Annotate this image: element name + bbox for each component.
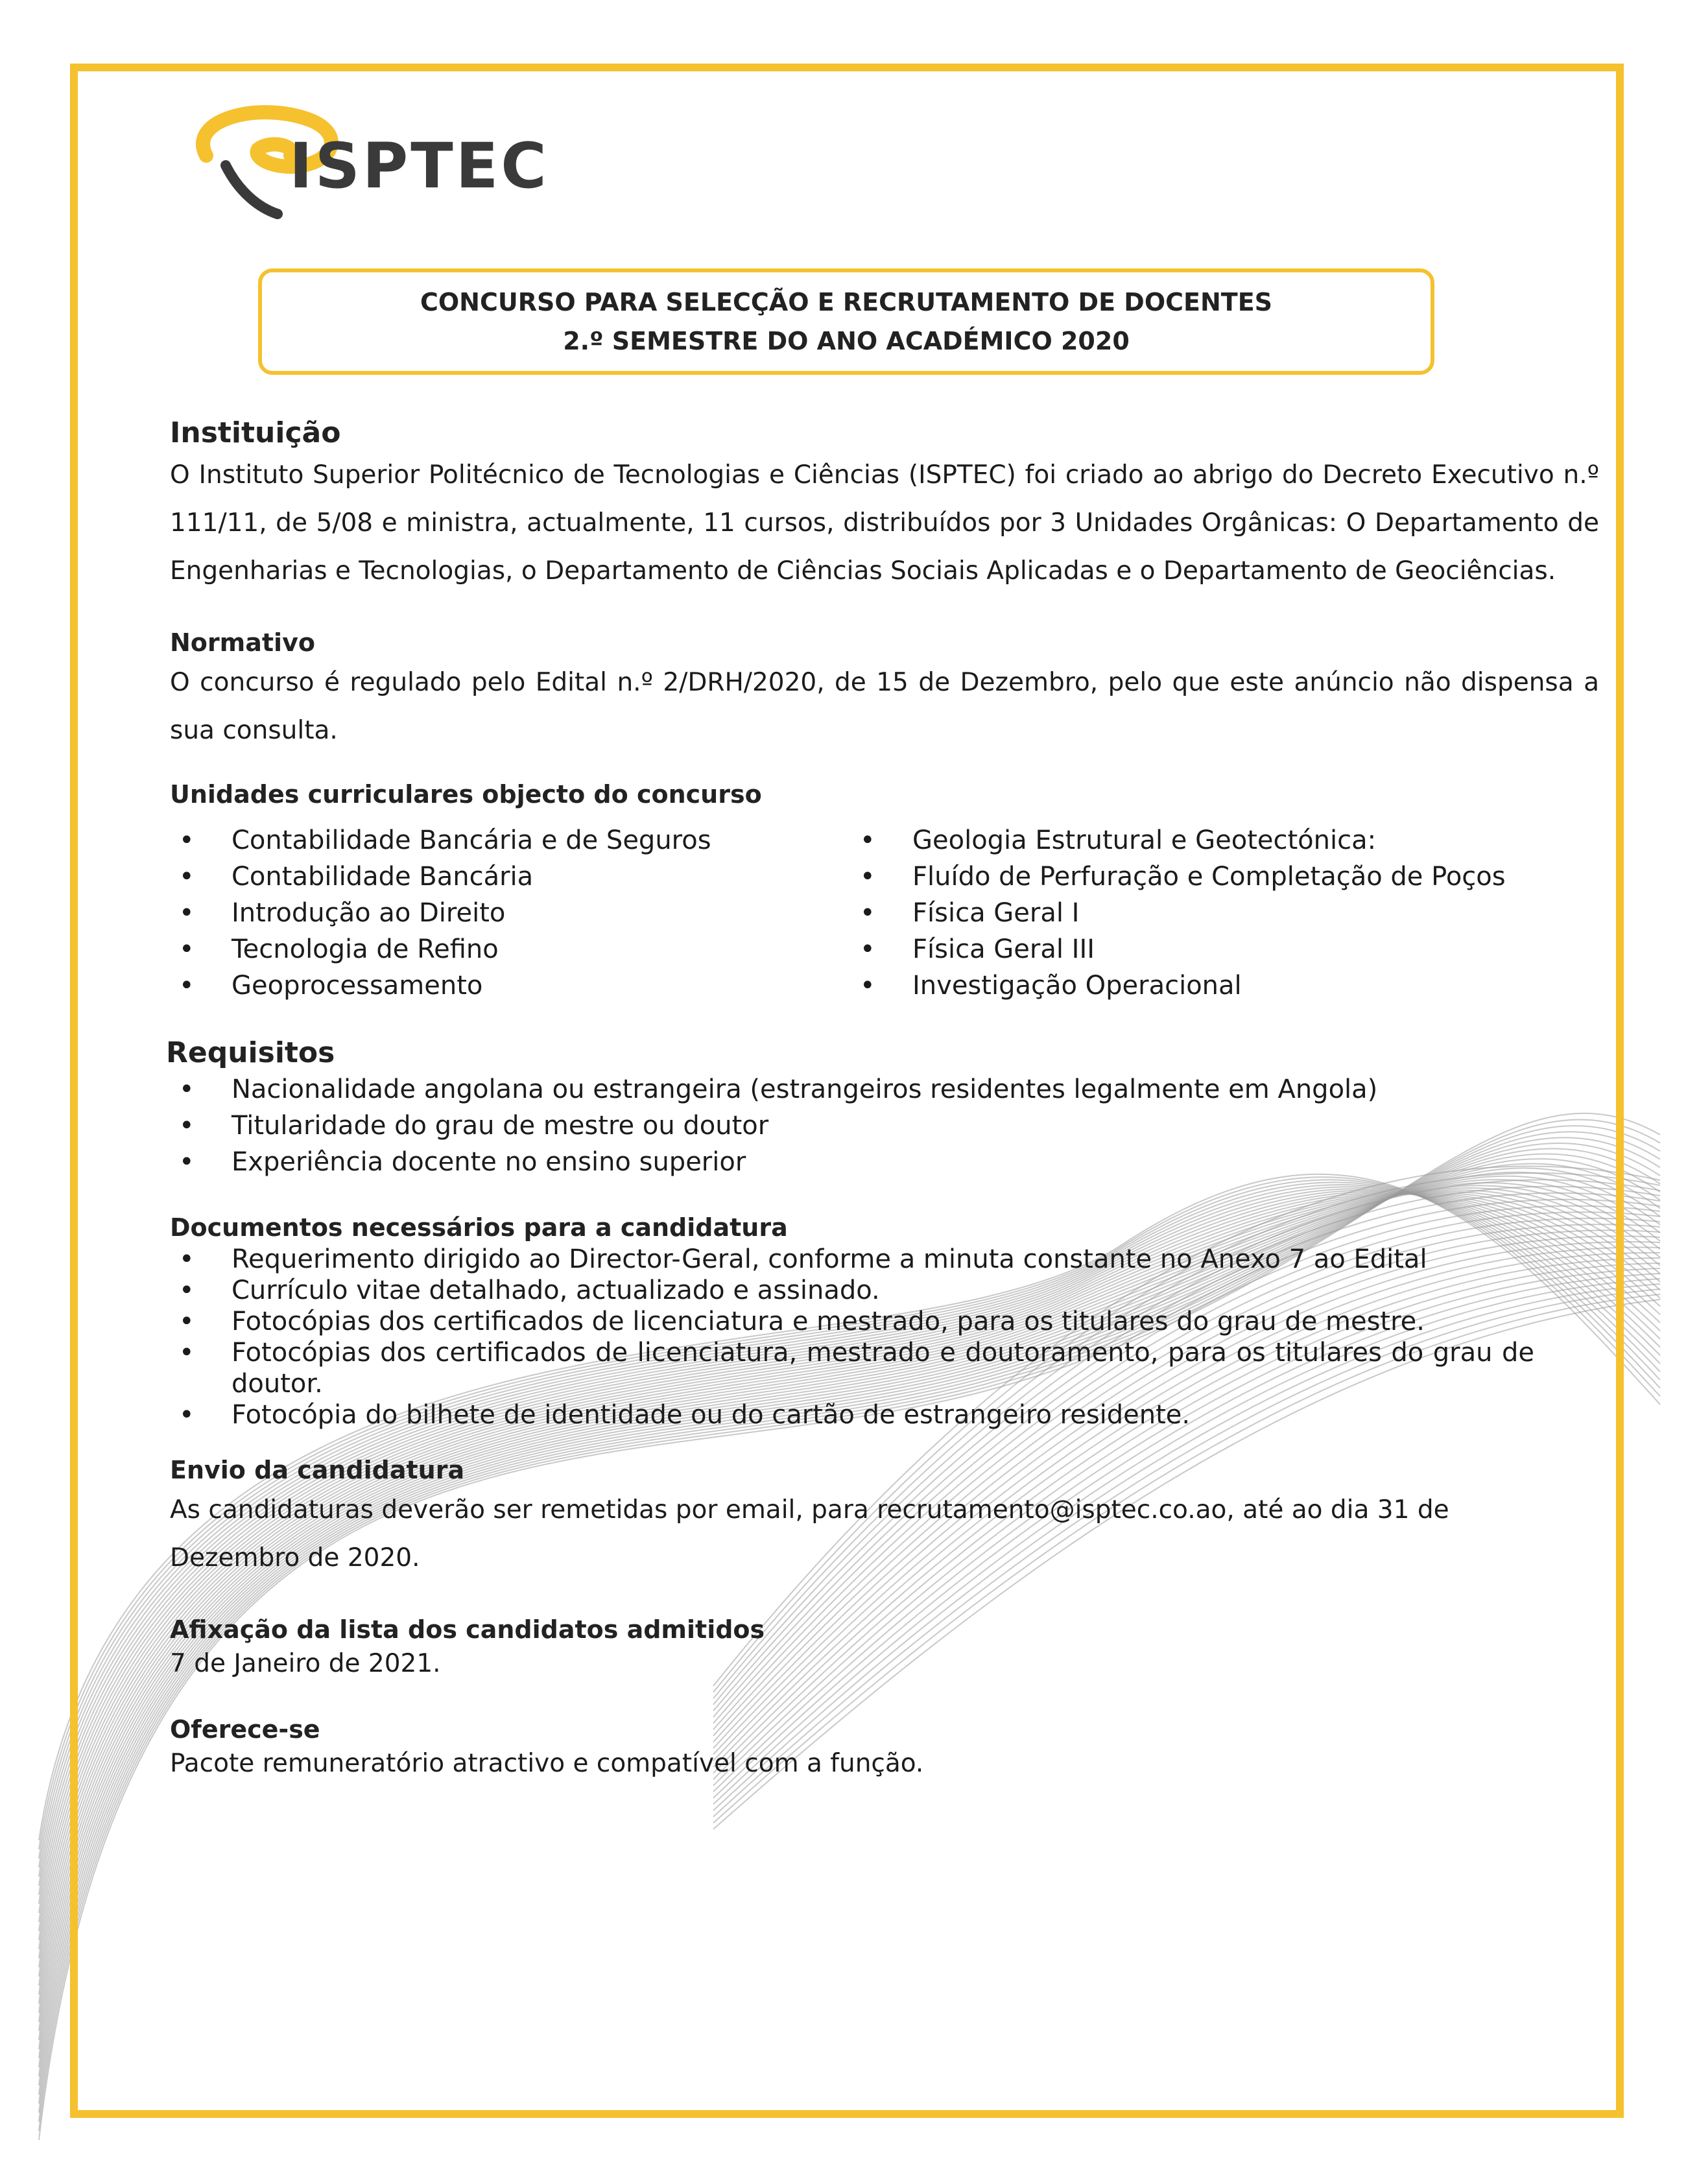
normativo-text: O concurso é regulado pelo Edital n.º 2/DRH/2020, de 15 de Dezembro, pelo que este anúncio não dispensa a sua consulta. [170,668,1599,745]
envio-text: As candidaturas deverão ser remetidas por email, para recrutamento@isptec.co.ao, até ao dia 31 de Dezembro de 2020. [170,1495,1449,1573]
list-item: • Currículo vitae detalhado, actualizado e assinado. [170,1275,1599,1306]
list-item: • Titularidade do grau de mestre ou doutor [170,1108,1599,1144]
title-box [258,268,1434,375]
list-item: • Contabilidade Bancária [170,859,851,895]
list-item: • Fluído de Perfuração e Completação de Poços [851,859,1532,895]
list-item: • Tecnologia de Refino [170,931,851,967]
unidades-columns [170,822,1599,1004]
documentos-list [170,1244,1599,1430]
requisitos-heading: Requisitos [166,1036,335,1069]
envio-heading: Envio da candidatura [170,1456,465,1484]
title-line-1: CONCURSO PARA SELECÇÃO E RECRUTAMENTO DE DOCENTES [420,288,1273,316]
instituicao-text: O Instituto Superior Politécnico de Tecnologias e Ciências (ISPTEC) foi criado ao abrigo do Decreto Executivo n.º 111/11, de 5/08 e ministra, actualmente, 11 cursos, distribuídos por 3 Unidades Orgânicas: O Departamento de Engenharias e Tecnologias, o Departamento de Ciências Sociais Aplicadas e o Departamento de Geociências. [170,460,1599,586]
instituicao-heading: Instituição [170,416,341,449]
title-line-2: 2.º SEMESTRE DO ANO ACADÉMICO 2020 [563,327,1130,355]
requisitos-list [170,1071,1599,1180]
list-item: • Fotocópias dos certificados de licenciatura e mestrado, para os titulares do grau de mestre. [170,1306,1599,1337]
list-item: • Fotocópias dos certificados de licenciatura, mestrado e doutoramento, para os titulares do grau de doutor. [170,1337,1599,1399]
list-item: • Física Geral III [851,931,1532,967]
list-item: • Nacionalidade angolana ou estrangeira (estrangeiros residentes legalmente em Angola) [170,1071,1599,1108]
oferece-text: Pacote remuneratório atractivo e compatível com a função. [170,1749,924,1778]
documentos-heading: Documentos necessários para a candidatura [170,1213,788,1242]
oferece-heading: Oferece-se [170,1715,320,1744]
list-item: • Geoprocessamento [170,967,851,1004]
afixacao-text: 7 de Janeiro de 2021. [170,1649,441,1678]
isptec-logo [180,94,549,224]
normativo-heading: Normativo [170,628,315,657]
list-item: • Geologia Estrutural e Geotectónica: [851,822,1532,859]
list-item: • Fotocópia do bilhete de identidade ou do cartão de estrangeiro residente. [170,1399,1599,1430]
list-item: • Física Geral I [851,895,1532,931]
unidades-heading: Unidades curriculares objecto do concurso [170,780,762,809]
list-item: • Introdução ao Direito [170,895,851,931]
logo-wordmark: ISPTEC [289,130,549,202]
afixacao-heading: Afixação da lista dos candidatos admitidos [170,1615,765,1644]
document-body [166,415,1599,1782]
list-item: • Requerimento dirigido ao Director-Geral, conforme a minuta constante no Anexo 7 ao Edital [170,1244,1599,1275]
list-item: • Contabilidade Bancária e de Seguros [170,822,851,859]
unidades-right-list [851,822,1532,1004]
list-item: • Experiência docente no ensino superior [170,1144,1599,1180]
list-item: • Investigação Operacional [851,967,1532,1004]
unidades-left-list [170,822,851,1004]
